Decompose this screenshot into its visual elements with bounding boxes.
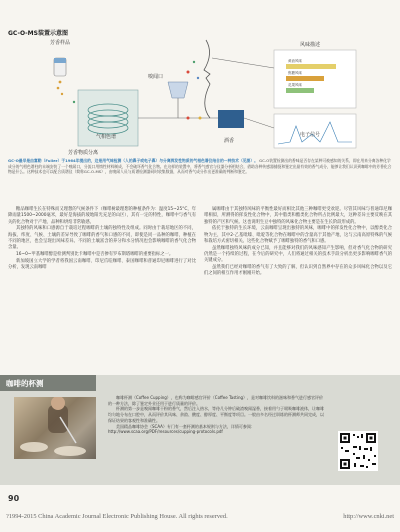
paragraph: 其独特的风味和口感源自于栽培过程咖啡的土壤的独特性及组成。同时由于栽培地区的不同，海拔、纬度、气候、土壤的差异导致了咖啡的香气和口感的不同，即使是同一品种的咖啡，种植在不同的地区，也会呈现出风味差异。不同的土壤富含的养分和水分情况也会影响咖啡的香气化合物含量。 (8, 226, 196, 251)
diagram-title: GC-O-MS装置示意图 (8, 30, 68, 37)
olfactory-port-icon (168, 82, 188, 98)
sidebar-paragraph: 咖啡杯测（Coffee Cupping），也称为咖啡感官评价（Coffee Tasting），是对咖啡饮料的滋味和香气进行感官评价的一种方法，除了鉴定外业还用于进行质量的评价。 (108, 395, 324, 406)
sidebar-paragraph: 美国精品咖啡协会（SCAA）专门有一套杯测的基本规则与方法，详情可参阅： (116, 423, 255, 429)
ms-label: 电子信号 (300, 132, 321, 138)
paragraph: 虽然我们已经对咖啡的香气有了大致的了解，但认识到自然界中存在的众多风味化合物以及它们之间的相互作用才刚刚开始。 (204, 265, 392, 277)
flavor-bar-3 (286, 88, 314, 93)
qr-code-icon (338, 431, 378, 471)
flavor-bar-label-3: 花果风味 (288, 83, 302, 87)
ms-detector (218, 110, 244, 128)
flavor-bar-label-2: 焦糖风味 (288, 71, 302, 75)
flavor-bar-label-1: 黄油风味 (288, 59, 302, 63)
footer-link[interactable]: http://www.cnki.net (343, 513, 394, 520)
ms-detector-label: 酒香 (224, 138, 235, 144)
paragraph: 虽然咖啡独特风味的成分已知，并且能够对我们的风味感知产生影响，但对香气化合物的研究仍然是一个持续的过程，在今后的研究中，人们将通过相关的技术手段分析出更多影响咖啡香气的关键成分。 (204, 245, 392, 264)
nose-to-flavor-line (212, 58, 274, 68)
transfer-line (138, 98, 178, 118)
page-number: 90 (8, 494, 20, 503)
paragraph: 16~0~甲基咖啡醇是检测判别比卡咖啡中是否掺有罗布斯塔咖啡的重要指标之一。 (16, 252, 174, 258)
copyright-text: ?1994-2015 China Academic Journal Electronic Publishing House. All rights reserved. (6, 513, 228, 520)
paragraph: 糖品咖啡生长在特殊而又理想的气候条件下（咖啡树最理想的种植条件为：温度15~25°C，年降雨量1500~2000毫米，最好是海拔的坡地阳光充足的山区），其有一定的特性，咖啡中与香气有关的化合物对于产地、品种和烘焙非常敏感。 (8, 207, 196, 225)
sidebar-box (0, 375, 400, 485)
caption-lead: GC-O最早是由富勒（Fuller）于1964年提出的，这是用气味检测（人的鼻子或电子鼻）与分离挥发性物质的气相色谱仪结合的一种技术（见图）。 (8, 158, 258, 163)
paragraph: 依托于独特的生长环境，云南咖啡呈现出独特的风味，咖啡中的挥发性化合物中，以醇类化合物为主，其中2-乙基吡嗪、吡啶等化合物在咖啡中的含量高于其他产地，这与云南高原特殊的气候和栽培方式密切相关。这些化合物赋予了咖啡独特的香气和口感。 (204, 226, 392, 244)
flavor-label: 风味描述 (300, 42, 321, 48)
qr-code (338, 431, 378, 471)
ms-to-signal-line (244, 118, 274, 128)
gc-label: 气相色谱 (96, 134, 117, 140)
separation-label: 芳香物质分离 (68, 150, 99, 156)
body-column-right (204, 207, 392, 278)
sidebar-title-bar (0, 375, 96, 391)
footer (6, 513, 394, 520)
cupping-photo-illustration (14, 397, 96, 459)
caption-body: GC-O装置检测出的香味是否存在某种可被感知的关系，即在用来分离各种化学成分的气相色谱柱的末端安装了一个嗅闻口，分流口用惰性材料制成，不会破坏香气化合物。在这样的装置中，将香气感官与仪器分析相结合，借助各种传感器捕捉和鉴定出最有效的香气成分，能够让我们认识到咖啡中的芳香化合物是什么。这种技术也可以配合质谱仪（简称GC-O-MS），由嗅闻人员与质谱检测器同时收集数据，从而对香气成分作出更准确的判断和鉴定。 (8, 158, 392, 175)
gc-o-ms-diagram (38, 38, 374, 156)
flavor-bar-1 (286, 64, 336, 69)
sidebar-text (108, 395, 326, 435)
body-column-left (8, 207, 196, 272)
nose-profile-icon (204, 40, 210, 118)
vial-cap (54, 58, 66, 63)
paragraph: 属咖啡由于其独特风味的平衡性最好而相比其他三种咖啡更受欢迎。尽管其风味与普通印尼咖啡相似，所测得的挥发性化合物中，其中脂类和酯类化合物所占比例最大，这种差异主要反映在其独特的产区和气候。这也说明生豆中独特的风味化合物主要是在生长阶段形成的。 (204, 207, 392, 225)
figure-caption (8, 158, 392, 175)
paragraph: 新加坡国立大学的学者将我国云南咖啡、印尼爪哇咖啡、泰国咖啡和普通印尼咖啡进行了对比分析，发现云南咖啡 (8, 258, 196, 271)
sidebar-link[interactable]: http://www.scaa.org/PDF/resources/cupping-protocols.pdf (108, 429, 223, 435)
sample-label: 芳香样品 (49, 40, 71, 46)
olfactory-label: 嗅闻口 (148, 74, 164, 80)
sidebar-title: 咖啡的杯测 (6, 379, 44, 388)
sidebar-paragraph: 杯测的第一步是嗅闻咖啡干粉的香气，然后注入热水，等待几分钟后破渣嗅闻湿香，接着用勺子啜吸咖啡液体，让咖啡均匀地分布在口腔中，从而评价其风味、余韵、酸度、醇厚度、平衡度等项目。一般由多名经过训练的杯测师共同完成，以保证结果的客观性和准确性。 (108, 406, 324, 423)
cupping-photo (14, 397, 96, 459)
flavor-bar-2 (286, 76, 324, 81)
